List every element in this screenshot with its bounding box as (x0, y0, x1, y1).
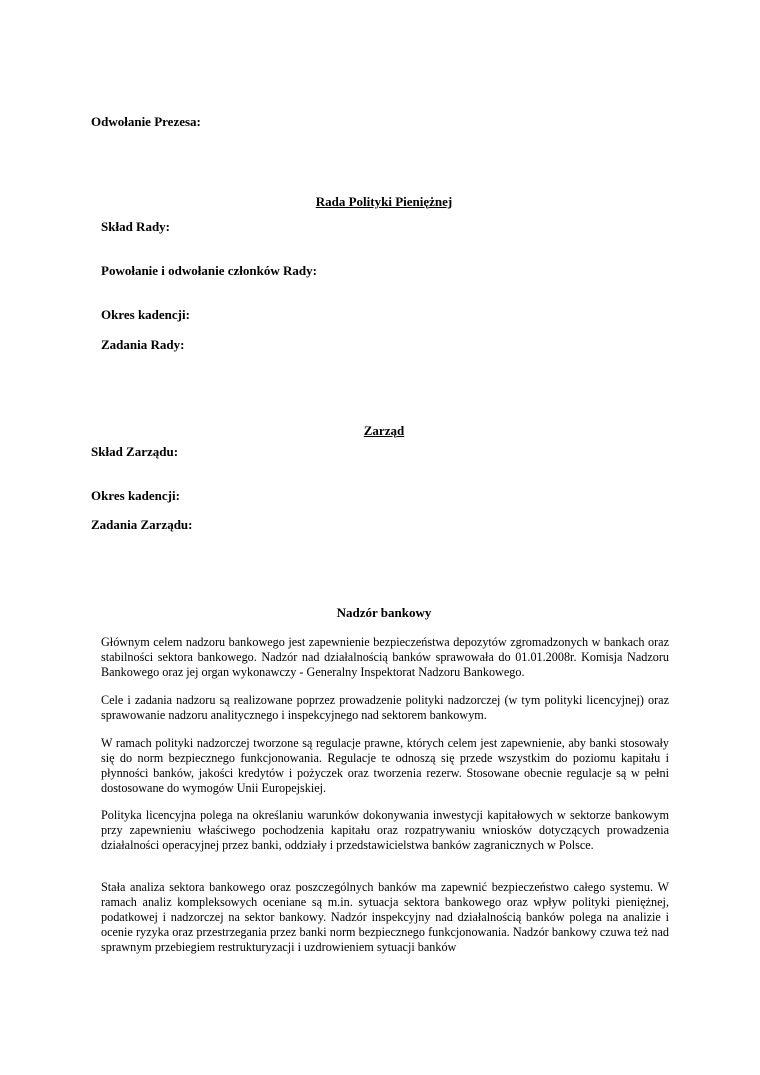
rpp-tasks-label: Zadania Rady: (101, 337, 185, 352)
paragraph: W ramach polityki nadzorczej tworzone są regulacje prawne, których celem jest zapewnienie, aby banki stosowały się do norm bezpiecznego funkcjonowania. Regulacje te odnoszą się przede wszystkim do poziomu kapitału i płynności banków, jakości kredytów i pożyczek oraz tworzenia rezerw. Stosowane obecnie regulacje są w pełni dostosowane do wymogów Unii Europejskiej. (101, 736, 669, 795)
supervision-heading: Nadzór bankowy (336, 605, 432, 620)
board-composition-label: Skład Zarządu: (91, 444, 179, 459)
rpp-appointment-label: Powołanie i odwołanie członków Rady: (101, 263, 317, 278)
paragraph: Polityka licencyjna polega na określaniu warunków dokonywania inwestycji kapitałowych w sektorze bankowym przy zapewnieniu właściwego pochodzenia kapitału oraz rozpatrywaniu wniosków dotyczących prowadzenia działalności operacyjnej przez banki, oddziały i przedstawicielstwa banków zagranicznych w Polsce. (101, 808, 669, 852)
board-heading: Zarząd (363, 423, 405, 438)
rpp-term-label: Okres kadencji: (101, 307, 190, 322)
prezes-recall-label: Odwołanie Prezesa: (91, 114, 201, 129)
paragraph: Stała analiza sektora bankowego oraz poszczególnych banków ma zapewnić bezpieczeństwo całego systemu. W ramach analiz kompleksowych oceniane są m.in. sytuacja sektora bankowego oraz wpływ polityki pieniężnej, podatkowej i nadzorczej na sektor bankowy. Nadzór inspekcyjny nad działalnością banków polega na analizie i ocenie ryzyka oraz przestrzegania przez banki norm bezpiecznego funkcjonowania. Nadzór bankowy czuwa też nad sprawnym przebiegiem restrukturyzacji i uzdrowieniem sytuacji banków (101, 880, 669, 954)
board-tasks-label: Zadania Zarządu: (91, 517, 193, 532)
rpp-composition-label: Skład Rady: (101, 219, 170, 234)
paragraph: Cele i zadania nadzoru są realizowane poprzez prowadzenie polityki nadzorczej (w tym polityki licencyjnej) oraz sprawowanie nadzoru analitycznego i inspekcyjnego nad sektorem bankowym. (101, 693, 669, 722)
board-term-label: Okres kadencji: (91, 488, 180, 503)
paragraph: Głównym celem nadzoru bankowego jest zapewnienie bezpieczeństwa depozytów zgromadzonych w bankach oraz stabilności sektora bankowego. Nadzór nad działalnością banków sprawowała do 01.01.2008r. Komisja Nadzoru Bankowego oraz jej organ wykonawczy - Generalny Inspektorat Nadzoru Bankowego. (101, 635, 669, 679)
rpp-heading: Rada Polityki Pieniężnej (315, 194, 453, 209)
